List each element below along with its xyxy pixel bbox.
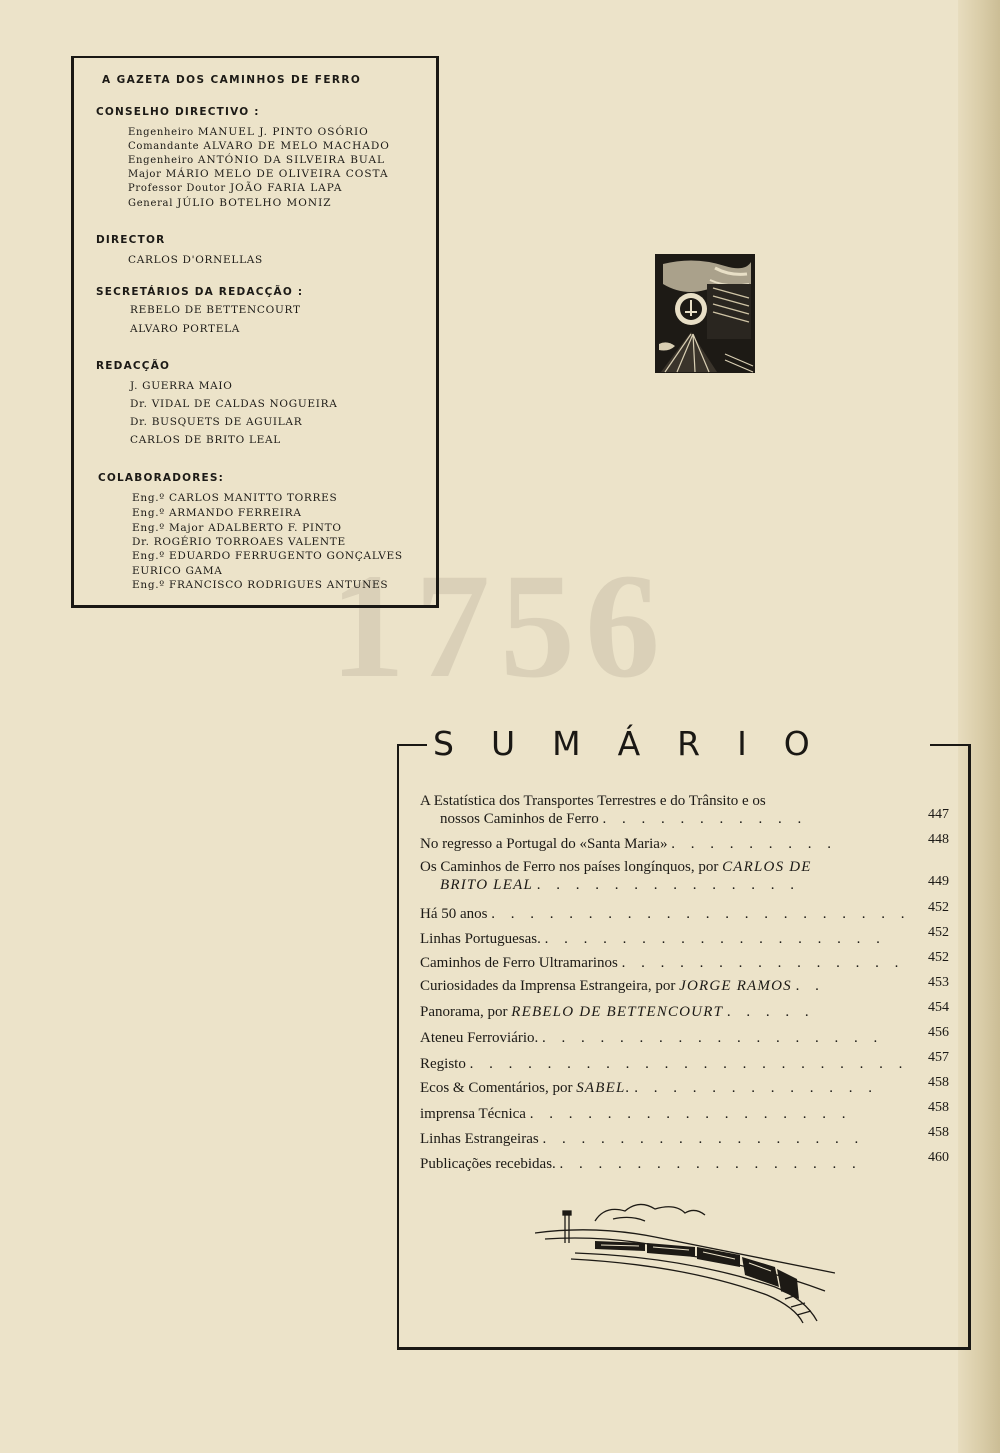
toc-entry: Os Caminhos de Ferro nos países longínquos, por CARLOS DE BRITO LEAL . . . . . . . . . . . . . . (420, 859, 812, 893)
toc-page-number: 452 (928, 925, 949, 940)
toc-entry: Curiosidades da Imprensa Estrangeira, por JORGE RAMOS . . (420, 978, 825, 994)
toc-entry: No regresso a Portugal do «Santa Maria» . . . . . . . . . (420, 836, 837, 852)
toc-page-number: 458 (928, 1075, 949, 1090)
redaccao-name: CARLOS DE BRITO LEAL (130, 434, 281, 446)
toc-page-number: 447 (928, 807, 949, 822)
secretario-name: ALVARO PORTELA (130, 323, 241, 335)
toc-page-number: 458 (928, 1100, 949, 1115)
toc-entry: Caminhos de Ferro Ultramarinos . . . . . . . . . . . . . . . (420, 955, 905, 971)
redaccao-name: J. GUERRA MAIO (130, 380, 233, 392)
toc-page-number: 456 (928, 1025, 949, 1040)
toc-entry: Ecos & Comentários, por SABEL. . . . . . . . . . . . . . (420, 1080, 879, 1096)
train-line-drawing (535, 1195, 835, 1325)
toc-entry: Linhas Estrangeiras . . . . . . . . . . . . . . . . . (420, 1131, 865, 1147)
toc-entry: Panorama, por REBELO DE BETTENCOURT . . . . . (420, 1004, 815, 1020)
colaborador-name: Dr. ROGÉRIO TORROAES VALENTE (132, 536, 346, 548)
toc-page-number: 452 (928, 950, 949, 965)
colaborador-name: EURICO GAMA (132, 565, 223, 577)
conselho-member: Professor Doutor JOÃO FARIA LAPA (128, 182, 343, 194)
colaborador-name: Eng.º FRANCISCO RODRIGUES ANTUNES (132, 579, 389, 591)
toc-page-number: 457 (928, 1050, 949, 1065)
conselho-member: General JÚLIO BOTELHO MONIZ (128, 197, 332, 209)
masthead-title: A GAZETA DOS CAMINHOS DE FERRO (102, 74, 362, 86)
colaboradores-heading: COLABORADORES: (98, 472, 225, 484)
secretario-name: REBELO DE BETTENCOURT (130, 304, 301, 316)
conselho-member: Major MÁRIO MELO DE OLIVEIRA COSTA (128, 168, 389, 180)
toc-entry: Registo . . . . . . . . . . . . . . . . . . . . . . . (420, 1056, 909, 1072)
conselho-member: Engenheiro ANTÓNIO DA SILVEIRA BUAL (128, 154, 385, 166)
toc-entry: Ateneu Ferroviário. . . . . . . . . . . . . . . . . . . (420, 1030, 884, 1046)
sumario-title: SUMÁRIO (433, 724, 847, 763)
toc-page-number: 453 (928, 975, 949, 990)
toc-entry: Linhas Portuguesas. . . . . . . . . . . . . . . . . . . (420, 931, 886, 947)
masthead-box (71, 56, 439, 608)
toc-entry: Publicações recebidas. . . . . . . . . . . . . . . . . (420, 1156, 862, 1172)
toc-entry: Há 50 anos . . . . . . . . . . . . . . . . . . . . . . (420, 906, 911, 922)
sumario-rule-right (930, 744, 971, 746)
colaborador-name: Eng.º EDUARDO FERRUGENTO GONÇALVES (132, 550, 403, 562)
conselho-member: Engenheiro MANUEL J. PINTO OSÓRIO (128, 126, 369, 138)
colaborador-name: Eng.º ARMANDO FERREIRA (132, 507, 302, 519)
redaccao-name: Dr. BUSQUETS DE AGUILAR (130, 416, 303, 428)
toc-page-number: 449 (928, 874, 949, 889)
toc-entry: imprensa Técnica . . . . . . . . . . . . . . . . . (420, 1106, 852, 1122)
toc-page-number: 458 (928, 1125, 949, 1140)
conselho-member: Comandante ALVARO DE MELO MACHADO (128, 140, 390, 152)
director-name: CARLOS D'ORNELLAS (128, 254, 263, 266)
toc-page-number: 460 (928, 1150, 949, 1165)
secretarios-heading: SECRETÁRIOS DA REDACÇÃO : (96, 286, 304, 298)
toc-entry: A Estatística dos Transportes Terrestres e do Trânsito e os nossos Caminhos de Ferro . . . . . . . . . . . (420, 793, 808, 827)
conselho-heading: CONSELHO DIRECTIVO : (96, 106, 260, 118)
colaborador-name: Eng.º CARLOS MANITTO TORRES (132, 492, 338, 504)
toc-page-number: 454 (928, 1000, 949, 1015)
director-heading: DIRECTOR (96, 234, 166, 246)
redaccao-name: Dr. VIDAL DE CALDAS NOGUEIRA (130, 398, 338, 410)
redaccao-heading: REDACÇÃO (96, 360, 171, 372)
colaborador-name: Eng.º Major ADALBERTO F. PINTO (132, 522, 342, 534)
toc-page-number: 452 (928, 900, 949, 915)
locomotive-woodcut-illustration (655, 254, 755, 373)
bleed-through-number: 1756 (330, 543, 670, 709)
toc-page-number: 448 (928, 832, 949, 847)
sumario-rule-left (397, 744, 427, 746)
